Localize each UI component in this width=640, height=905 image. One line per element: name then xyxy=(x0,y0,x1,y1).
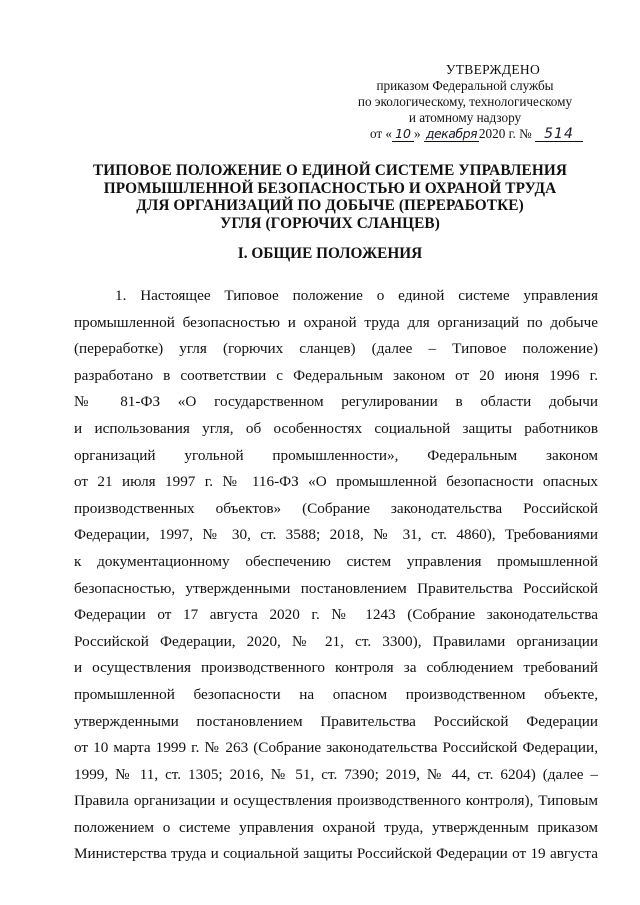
approved-label: УТВЕРЖДЕНО xyxy=(445,62,540,77)
document-title xyxy=(60,162,600,232)
body-line: от 10 марта 1999 г. № 263 (Собрание законодательства Российской Федерации, xyxy=(74,739,598,757)
body-line: 1. Настоящее Типовое положение о единой системе управления xyxy=(115,287,598,304)
body-line: Федерации от 17 августа 2020 г. № 1243 (Собрание законодательства xyxy=(74,606,598,624)
handwritten-order-number: 514 xyxy=(535,127,583,142)
body-line: Министерства труда и социальной защиты Российской Федерации от 19 августа xyxy=(74,845,598,863)
body-line: организаций угольной промышленности», Федеральным законом xyxy=(74,446,598,464)
title-line-2: ПРОМЫШЛЕННОЙ БЕЗОПАСНОСТЬЮ И ОХРАНОЙ ТРУДА xyxy=(103,179,557,197)
approval-line-1: приказом Федеральной службы xyxy=(376,78,554,93)
date-mid: » xyxy=(414,126,421,141)
handwritten-day: 10 xyxy=(392,127,414,142)
body-line: от 21 июля 1997 г. № 116-ФЗ «О промышленной безопасности опасных xyxy=(74,473,598,491)
body-line: промышленной безопасностью и охраной труда для организаций по добыче xyxy=(74,313,598,331)
section-heading: I. ОБЩИЕ ПОЛОЖЕНИЯ xyxy=(237,245,423,262)
body-line: утвержденными постановлением Правительства Российской Федерации xyxy=(74,712,598,730)
handwritten-month: декабря xyxy=(425,126,478,141)
body-line: Российской Федерации, 2020, № 21, ст. 3300), Правилами организации xyxy=(74,632,598,650)
body-line: безопасностью, утвержденными постановлением Правительства Российской xyxy=(74,579,598,597)
date-prefix: от « xyxy=(369,126,393,141)
body-line: к документационному обеспечению систем управления промышленной xyxy=(74,552,598,570)
body-line: и использования угля, об особенностях социальной защиты работников xyxy=(74,419,598,437)
body-line: производственных объектов» (Собрание законодательства Российской xyxy=(74,499,598,517)
title-line-3: ДЛЯ ОРГАНИЗАЦИЙ ПО ДОБЫЧЕ (ПЕРЕРАБОТКЕ) xyxy=(136,197,524,214)
approval-line-3: и атомному надзору xyxy=(408,110,522,125)
body-line: (переработке) угля (горючих сланцев) (далее – Типовое положение) xyxy=(74,340,598,358)
body-line: и осуществления производственного контроля за соблюдением требований xyxy=(74,659,598,677)
title-line-1: ТИПОВОЕ ПОЛОЖЕНИЕ О ЕДИНОЙ СИСТЕМЕ УПРАВЛЕНИЯ xyxy=(93,162,567,179)
body-line: Федерации, 1997, № 30, ст. 3588; 2018, № 31, ст. 4860), Требованиями xyxy=(74,526,598,544)
body-line: № 81-ФЗ «О государственном регулировании в области добычи xyxy=(74,393,598,411)
year-text: 2020 г. № xyxy=(478,126,532,141)
body-line: 1999, № 11, ст. 1305; 2016, № 51, ст. 7390; 2019, № 44, ст. 6204) (далее – xyxy=(74,765,598,783)
approval-stamp xyxy=(335,62,595,142)
body-line: положением о системе управления охраной труда, утвержденным приказом xyxy=(74,818,598,836)
title-line-4: УГЛЯ (ГОРЮЧИХ СЛАНЦЕВ) xyxy=(220,214,440,232)
body-paragraph xyxy=(74,283,598,868)
body-line: разработано в соответствии с Федеральным законом от 20 июня 1996 г. xyxy=(74,366,598,384)
approval-line-2: по экологическому, технологическому xyxy=(357,94,573,109)
approval-date-line xyxy=(335,126,595,142)
body-line: Правила организации и осуществления производственного контроля), Типовым xyxy=(74,792,598,810)
body-line: промышленной безопасности на опасном производственном объекте, xyxy=(74,685,598,703)
